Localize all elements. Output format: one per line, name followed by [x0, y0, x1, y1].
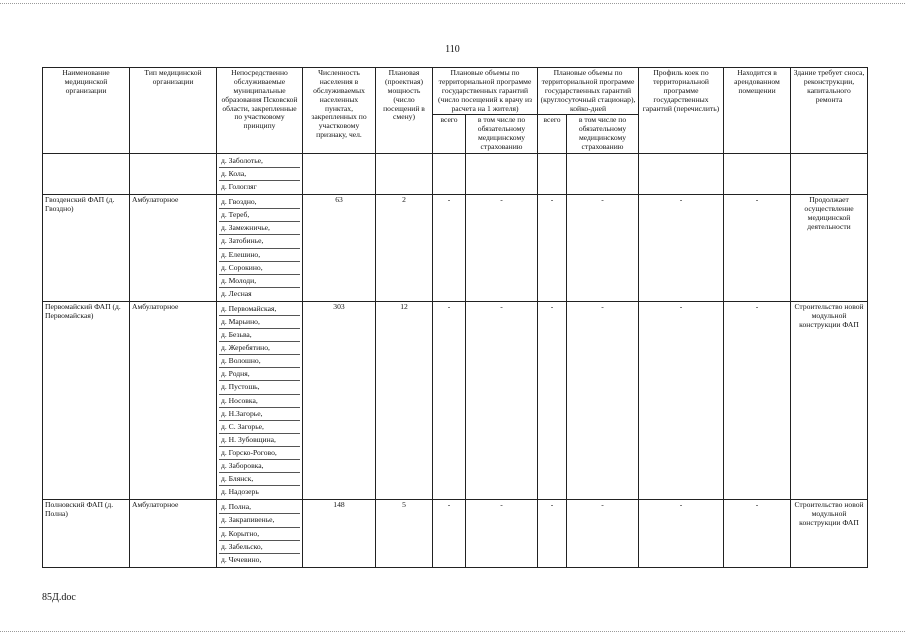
place-item: д. Марьино,: [219, 316, 300, 329]
cell-rented: [724, 153, 791, 194]
cell-type: Амбулаторное: [130, 301, 217, 499]
cell-rented: -: [724, 301, 791, 499]
cell-bed-total: [538, 153, 567, 194]
subheader-visits-oms: в том числе по обязательному медицинскому страхованию: [466, 115, 538, 154]
cell-visits-total: -: [433, 195, 466, 302]
place-item: д. Родня,: [219, 368, 300, 381]
document-filename: 85Д.doc: [42, 592, 76, 603]
cell-type: Амбулаторное: [130, 500, 217, 567]
cell-population: 303: [303, 301, 376, 499]
place-item: д. Елешино,: [219, 249, 300, 262]
place-item: д. Замежничье,: [219, 222, 300, 235]
cell-visits-oms: [466, 153, 538, 194]
page-number: 110: [445, 44, 460, 55]
cell-profile: [639, 153, 724, 194]
place-item: д. Лесная: [221, 288, 252, 298]
col-header-visits: Плановые объемы по территориальной программе государственных гарантий (число посещений к врачу из расчета на 1 жителя): [433, 68, 538, 115]
place-item: д. Закрапивенье,: [219, 514, 300, 527]
cell-bed-total: -: [538, 301, 567, 499]
cell-visits-oms: -: [466, 195, 538, 302]
place-item: д. Горско-Рогово,: [219, 447, 300, 460]
place-item: д. Блянск,: [219, 473, 300, 486]
place-item: д. Сорокино,: [219, 262, 300, 275]
cell-capacity: 2: [376, 195, 433, 302]
scan-edge-top: [0, 3, 905, 4]
cell-building: Строительство новой модульной конструкции ФАП: [791, 301, 868, 499]
cell-visits-oms: -: [466, 500, 538, 567]
cell-building: Строительство новой модульной конструкции ФАП: [791, 500, 868, 567]
cell-name: Полновский ФАП (д. Полна): [43, 500, 130, 567]
table-row-gvozdno: [43, 195, 868, 302]
cell-profile: -: [639, 195, 724, 302]
col-header-capacity: Плановая (проектная) мощность (число посещений в смену): [376, 68, 433, 154]
facilities-table: [42, 67, 868, 568]
place-item: д. Безьва,: [219, 329, 300, 342]
cell-rented: -: [724, 195, 791, 302]
cell-type: [130, 153, 217, 194]
col-header-population: Численность населения в обслуживаемых населенных пунктах, закрепленных по участковому признаку, чел.: [303, 68, 376, 154]
cell-places: [217, 500, 303, 567]
table-row-pervomayskaya: [43, 301, 868, 499]
subheader-bed-oms: в том числе по обязательному медицинскому страхованию: [567, 115, 639, 154]
cell-visits-total: -: [433, 301, 466, 499]
place-item: д. Гологляг: [221, 182, 257, 192]
cell-places: [217, 195, 303, 302]
cell-capacity: [376, 153, 433, 194]
place-item: д. Гвоздно,: [219, 196, 300, 209]
table-row-polna: [43, 500, 868, 567]
place-item: д. С. Загорье,: [219, 421, 300, 434]
col-header-name: Наименование медицинской организации: [43, 68, 130, 154]
cell-name: [43, 153, 130, 194]
col-header-served: Непосредственно обслуживаемые муниципальные образования Псковской области, закрепленные по участковому принципу: [217, 68, 303, 154]
place-item: д. Волошно,: [219, 355, 300, 368]
place-item: д. Первомайская,: [219, 303, 300, 316]
header-row: [43, 68, 868, 115]
place-item: д. Кола,: [219, 168, 300, 181]
cell-profile: -: [639, 301, 724, 499]
place-item: д. Пустошь,: [219, 381, 300, 394]
cell-population: 148: [303, 500, 376, 567]
cell-building: Продолжает осуществление медицинской деятельности: [791, 195, 868, 302]
cell-profile: -: [639, 500, 724, 567]
cell-visits-total: [433, 153, 466, 194]
table-row-continuation: [43, 153, 868, 194]
place-item: д. Носовка,: [219, 395, 300, 408]
cell-visits-oms: -: [466, 301, 538, 499]
cell-capacity: 5: [376, 500, 433, 567]
cell-bed-oms: -: [567, 301, 639, 499]
cell-rented: -: [724, 500, 791, 567]
col-header-profile: Профиль коек по территориальной программе государственных гарантий (перечислить): [639, 68, 724, 154]
place-item: д. Жеребятино,: [219, 342, 300, 355]
place-item: д. Заборовка,: [219, 460, 300, 473]
place-item: д. Надозерь: [221, 487, 259, 497]
cell-type: Амбулаторное: [130, 195, 217, 302]
place-item: д. Корытно,: [219, 528, 300, 541]
cell-capacity: 12: [376, 301, 433, 499]
col-header-building: Здание требует сноса, реконструкции, капитального ремонта: [791, 68, 868, 154]
cell-bed-total: -: [538, 500, 567, 567]
cell-name: Первомайский ФАП (д. Первомайская): [43, 301, 130, 499]
place-item: д. Тереб,: [219, 209, 300, 222]
place-item: д. Затобинье,: [219, 235, 300, 248]
col-header-bedday: Плановые объемы по территориальной программе государственных гарантий (круглосуточный стационар), койко-дней: [538, 68, 639, 115]
place-item: д. Молоди,: [219, 275, 300, 288]
cell-visits-total: -: [433, 500, 466, 567]
cell-bed-oms: [567, 153, 639, 194]
subheader-visits-total: всего: [433, 115, 466, 154]
col-header-type: Тип медицинской организации: [130, 68, 217, 154]
cell-population: 63: [303, 195, 376, 302]
cell-bed-total: -: [538, 195, 567, 302]
place-item: д. Полна,: [219, 501, 300, 514]
cell-places: [217, 301, 303, 499]
place-item: д. Забельско,: [219, 541, 300, 554]
scan-edge-bottom: [0, 631, 905, 632]
cell-places: [217, 153, 303, 194]
cell-bed-oms: -: [567, 500, 639, 567]
col-header-rented: Находится в арендованном помещении: [724, 68, 791, 154]
place-item: д. Н. Зубовщина,: [219, 434, 300, 447]
cell-bed-oms: -: [567, 195, 639, 302]
cell-building: [791, 153, 868, 194]
place-item: д. Заболотье,: [219, 155, 300, 168]
place-item: д. Н.Загорье,: [219, 408, 300, 421]
cell-name: Гвозденский ФАП (д. Гвоздно): [43, 195, 130, 302]
table-header: [43, 68, 868, 154]
subheader-bed-total: всего: [538, 115, 567, 154]
cell-population: [303, 153, 376, 194]
table-body: [43, 153, 868, 567]
place-item: д. Чечевино,: [221, 554, 262, 564]
